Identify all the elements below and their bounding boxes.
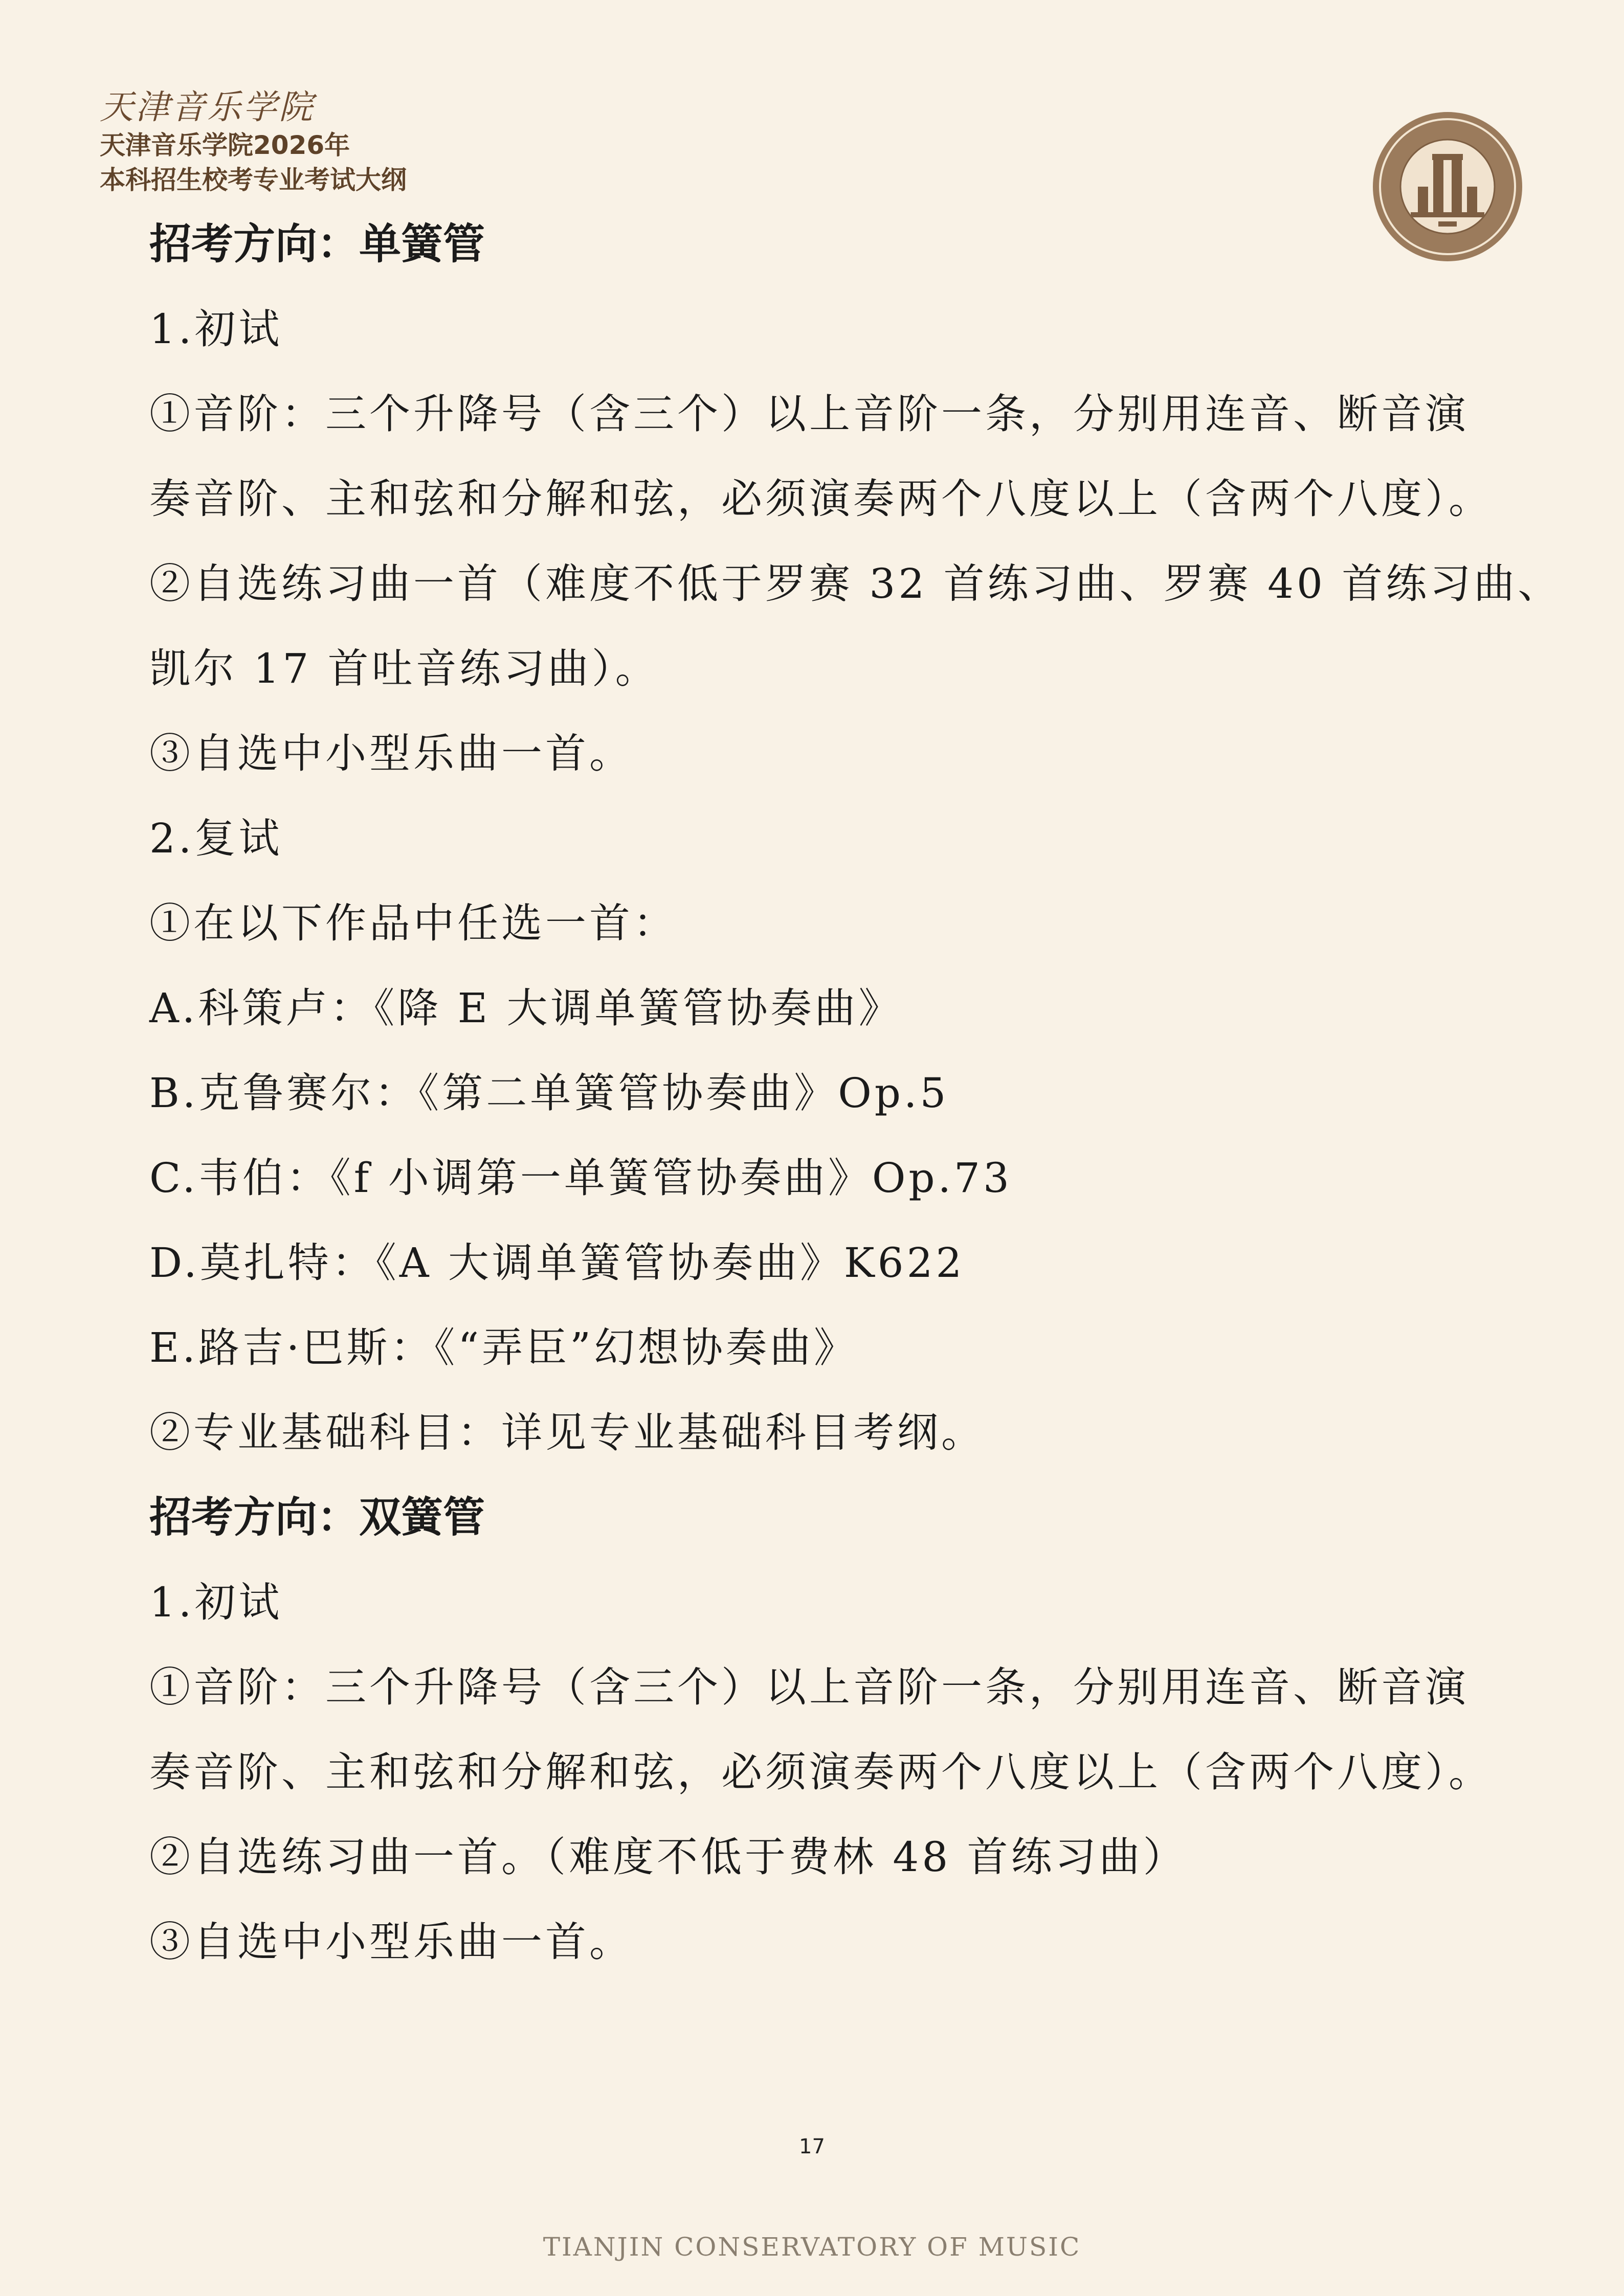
body-line: 奏音阶、主和弦和分解和弦，必须演奏两个八度以上（含两个八度）。 (149, 475, 1493, 523)
section-heading: 招考方向：双簧管 (149, 1493, 485, 1542)
body-line: 2.复试 (149, 815, 283, 862)
body-line: ②自选练习曲一首（难度不低于罗赛 32 首练习曲、罗赛 40 首练习曲、 (149, 560, 1562, 607)
body-line: 奏音阶、主和弦和分解和弦，必须演奏两个八度以上（含两个八度）。 (149, 1748, 1493, 1796)
body-line: E.路吉·巴斯：《“弄臣”幻想协奏曲》 (149, 1324, 858, 1371)
body-line: B.克鲁赛尔：《第二单簧管协奏曲》Op.5 (149, 1069, 949, 1117)
page-number: 17 (799, 2135, 825, 2158)
body-line: A.科策卢：《降 E 大调单簧管协奏曲》 (149, 984, 903, 1032)
header-subtitle: 本科招生校考专业考试大纲 (100, 165, 407, 195)
body-line: C.韦伯：《f 小调第一单簧管协奏曲》Op.73 (149, 1154, 1012, 1202)
body-line: 1.初试 (149, 1579, 283, 1626)
body-line: ①在以下作品中任选一首： (149, 899, 677, 947)
document-body (149, 202, 1562, 1985)
footer-text: TIANJIN CONSERVATORY OF MUSIC (543, 2232, 1081, 2262)
body-line: ②自选练习曲一首。（难度不低于费林 48 首练习曲） (149, 1833, 1187, 1881)
calligraphy-logo: 天津音乐学院 (100, 87, 315, 127)
document-header (100, 87, 407, 197)
section-heading: 招考方向：单簧管 (149, 220, 485, 268)
body-line: D.莫扎特：《A 大调单簧管协奏曲》K622 (149, 1239, 965, 1287)
body-line: 凯尔 17 首吐音练习曲）。 (149, 645, 659, 692)
header-title: 天津音乐学院2026年 (100, 130, 350, 160)
body-line: ③自选中小型乐曲一首。 (149, 730, 633, 777)
body-line: ②专业基础科目：详见专业基础科目考纲。 (149, 1409, 985, 1456)
body-line: 1.初试 (149, 305, 283, 353)
body-line: ③自选中小型乐曲一首。 (149, 1918, 633, 1966)
body-line: ①音阶：三个升降号（含三个）以上音阶一条，分别用连音、断音演 (149, 1663, 1469, 1711)
body-line: ①音阶：三个升降号（含三个）以上音阶一条，分别用连音、断音演 (149, 390, 1469, 438)
